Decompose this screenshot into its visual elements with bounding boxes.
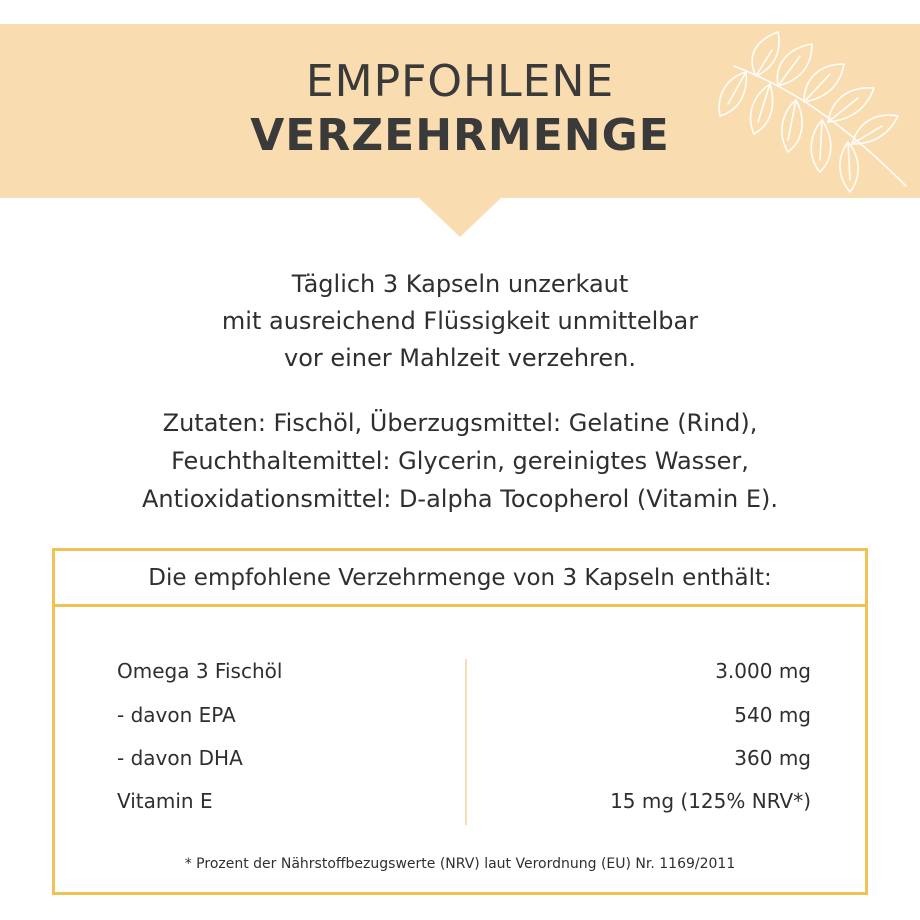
ingredients-line: Zutaten: Fischöl, Überzugsmittel: Gelatine (Rind),: [162, 409, 758, 437]
nutrition-heading: Die empfohlene Verzehrmenge von 3 Kapseln enthält:: [55, 551, 865, 607]
footnote: * Prozent der Nährstoffbezugswerte (NRV) laut Verordnung (EU) Nr. 1169/2011: [184, 856, 736, 872]
nutrient-value: 3.000 mg: [715, 659, 811, 683]
usage-instructions: [0, 266, 920, 377]
ingredients-line: Antioxidationsmittel: D-alpha Tocopherol (Vitamin E).: [141, 485, 778, 513]
table-row: [117, 651, 811, 691]
usage-line: vor einer Mahlzeit verzehren.: [283, 344, 636, 372]
nutrient-value: 540 mg: [734, 703, 811, 727]
nutrition-table: [52, 548, 868, 895]
page-title-line1: EMPFOHLENE: [305, 56, 615, 107]
table-row: [117, 738, 811, 778]
table-row: [117, 695, 811, 735]
nutrient-label: - davon DHA: [117, 746, 243, 770]
table-row: [117, 781, 811, 821]
ingredients-text: [0, 404, 920, 518]
ingredients-line: Feuchthaltemittel: Glycerin, gereinigtes Wasser,: [171, 447, 749, 475]
usage-line: Täglich 3 Kapseln unzerkaut: [291, 270, 629, 298]
nutrient-label: Vitamin E: [117, 789, 213, 813]
nutrient-label: Omega 3 Fischöl: [117, 659, 283, 683]
nutrient-label: - davon EPA: [117, 703, 236, 727]
nutrient-value: 15 mg (125% NRV*): [610, 789, 811, 813]
nutrient-value: 360 mg: [734, 746, 811, 770]
header-pointer: [418, 197, 502, 237]
usage-line: mit ausreichend Flüssigkeit unmittelbar: [221, 307, 699, 335]
page-title-line2: VERZEHRMENGE: [250, 110, 670, 161]
